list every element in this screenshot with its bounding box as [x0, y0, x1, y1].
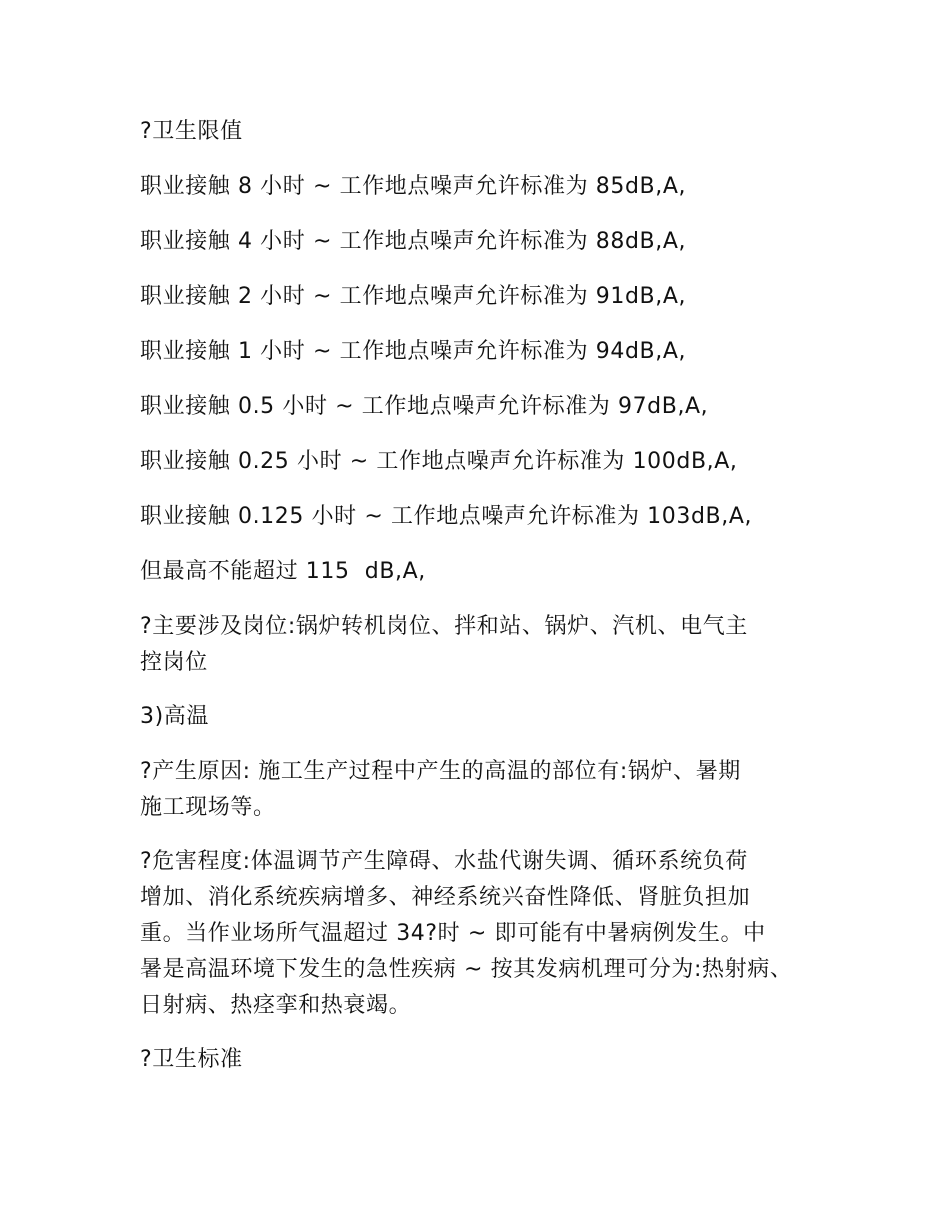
noise-limit-4h: 职业接触 4 小时 ~ 工作地点噪声允许标准为 88dB,A, — [140, 229, 687, 254]
noise-max-limit: 但最高不能超过 115 dB,A, — [140, 559, 426, 584]
heat-hazard-degree: ?危害程度:体温调节产生障碍、水盐代谢失调、循环系统负荷 增加、消化系统疾病增多、神经系统兴奋性降低、肾脏负担加 重。当作业场所气温超过 34?时 ~ 即可能有中暑病例发生。中 暑是高温环境下发生的急性疾病 ~ 按其发病机理可分为:热射病、 日射病、热痉挛和热衰竭。 — [140, 849, 793, 1018]
noise-limit-0-25h: 职业接触 0.25 小时 ~ 工作地点噪声允许标准为 100dB,A, — [140, 449, 738, 474]
noise-limit-0-125h: 职业接触 0.125 小时 ~ 工作地点噪声允许标准为 103dB,A, — [140, 504, 753, 529]
heading-hygiene-standard: ?卫生标准 — [140, 1047, 243, 1072]
noise-limit-0-5h: 职业接触 0.5 小时 ~ 工作地点噪声允许标准为 97dB,A, — [140, 394, 709, 419]
heading-hygiene-limit: ?卫生限值 — [140, 119, 243, 144]
section-high-temperature: 3)高温 — [140, 704, 209, 729]
document-page — [140, 114, 840, 1078]
noise-limit-2h: 职业接触 2 小时 ~ 工作地点噪声允许标准为 91dB,A, — [140, 284, 687, 309]
heat-causes: ?产生原因: 施工生产过程中产生的高温的部位有:锅炉、暑期 施工现场等。 — [140, 759, 741, 820]
noise-limit-1h: 职业接触 1 小时 ~ 工作地点噪声允许标准为 94dB,A, — [140, 339, 687, 364]
noise-positions: ?主要涉及岗位:锅炉转机岗位、拌和站、锅炉、汽机、电气主 控岗位 — [140, 614, 748, 675]
noise-limit-8h: 职业接触 8 小时 ~ 工作地点噪声允许标准为 85dB,A, — [140, 174, 687, 199]
